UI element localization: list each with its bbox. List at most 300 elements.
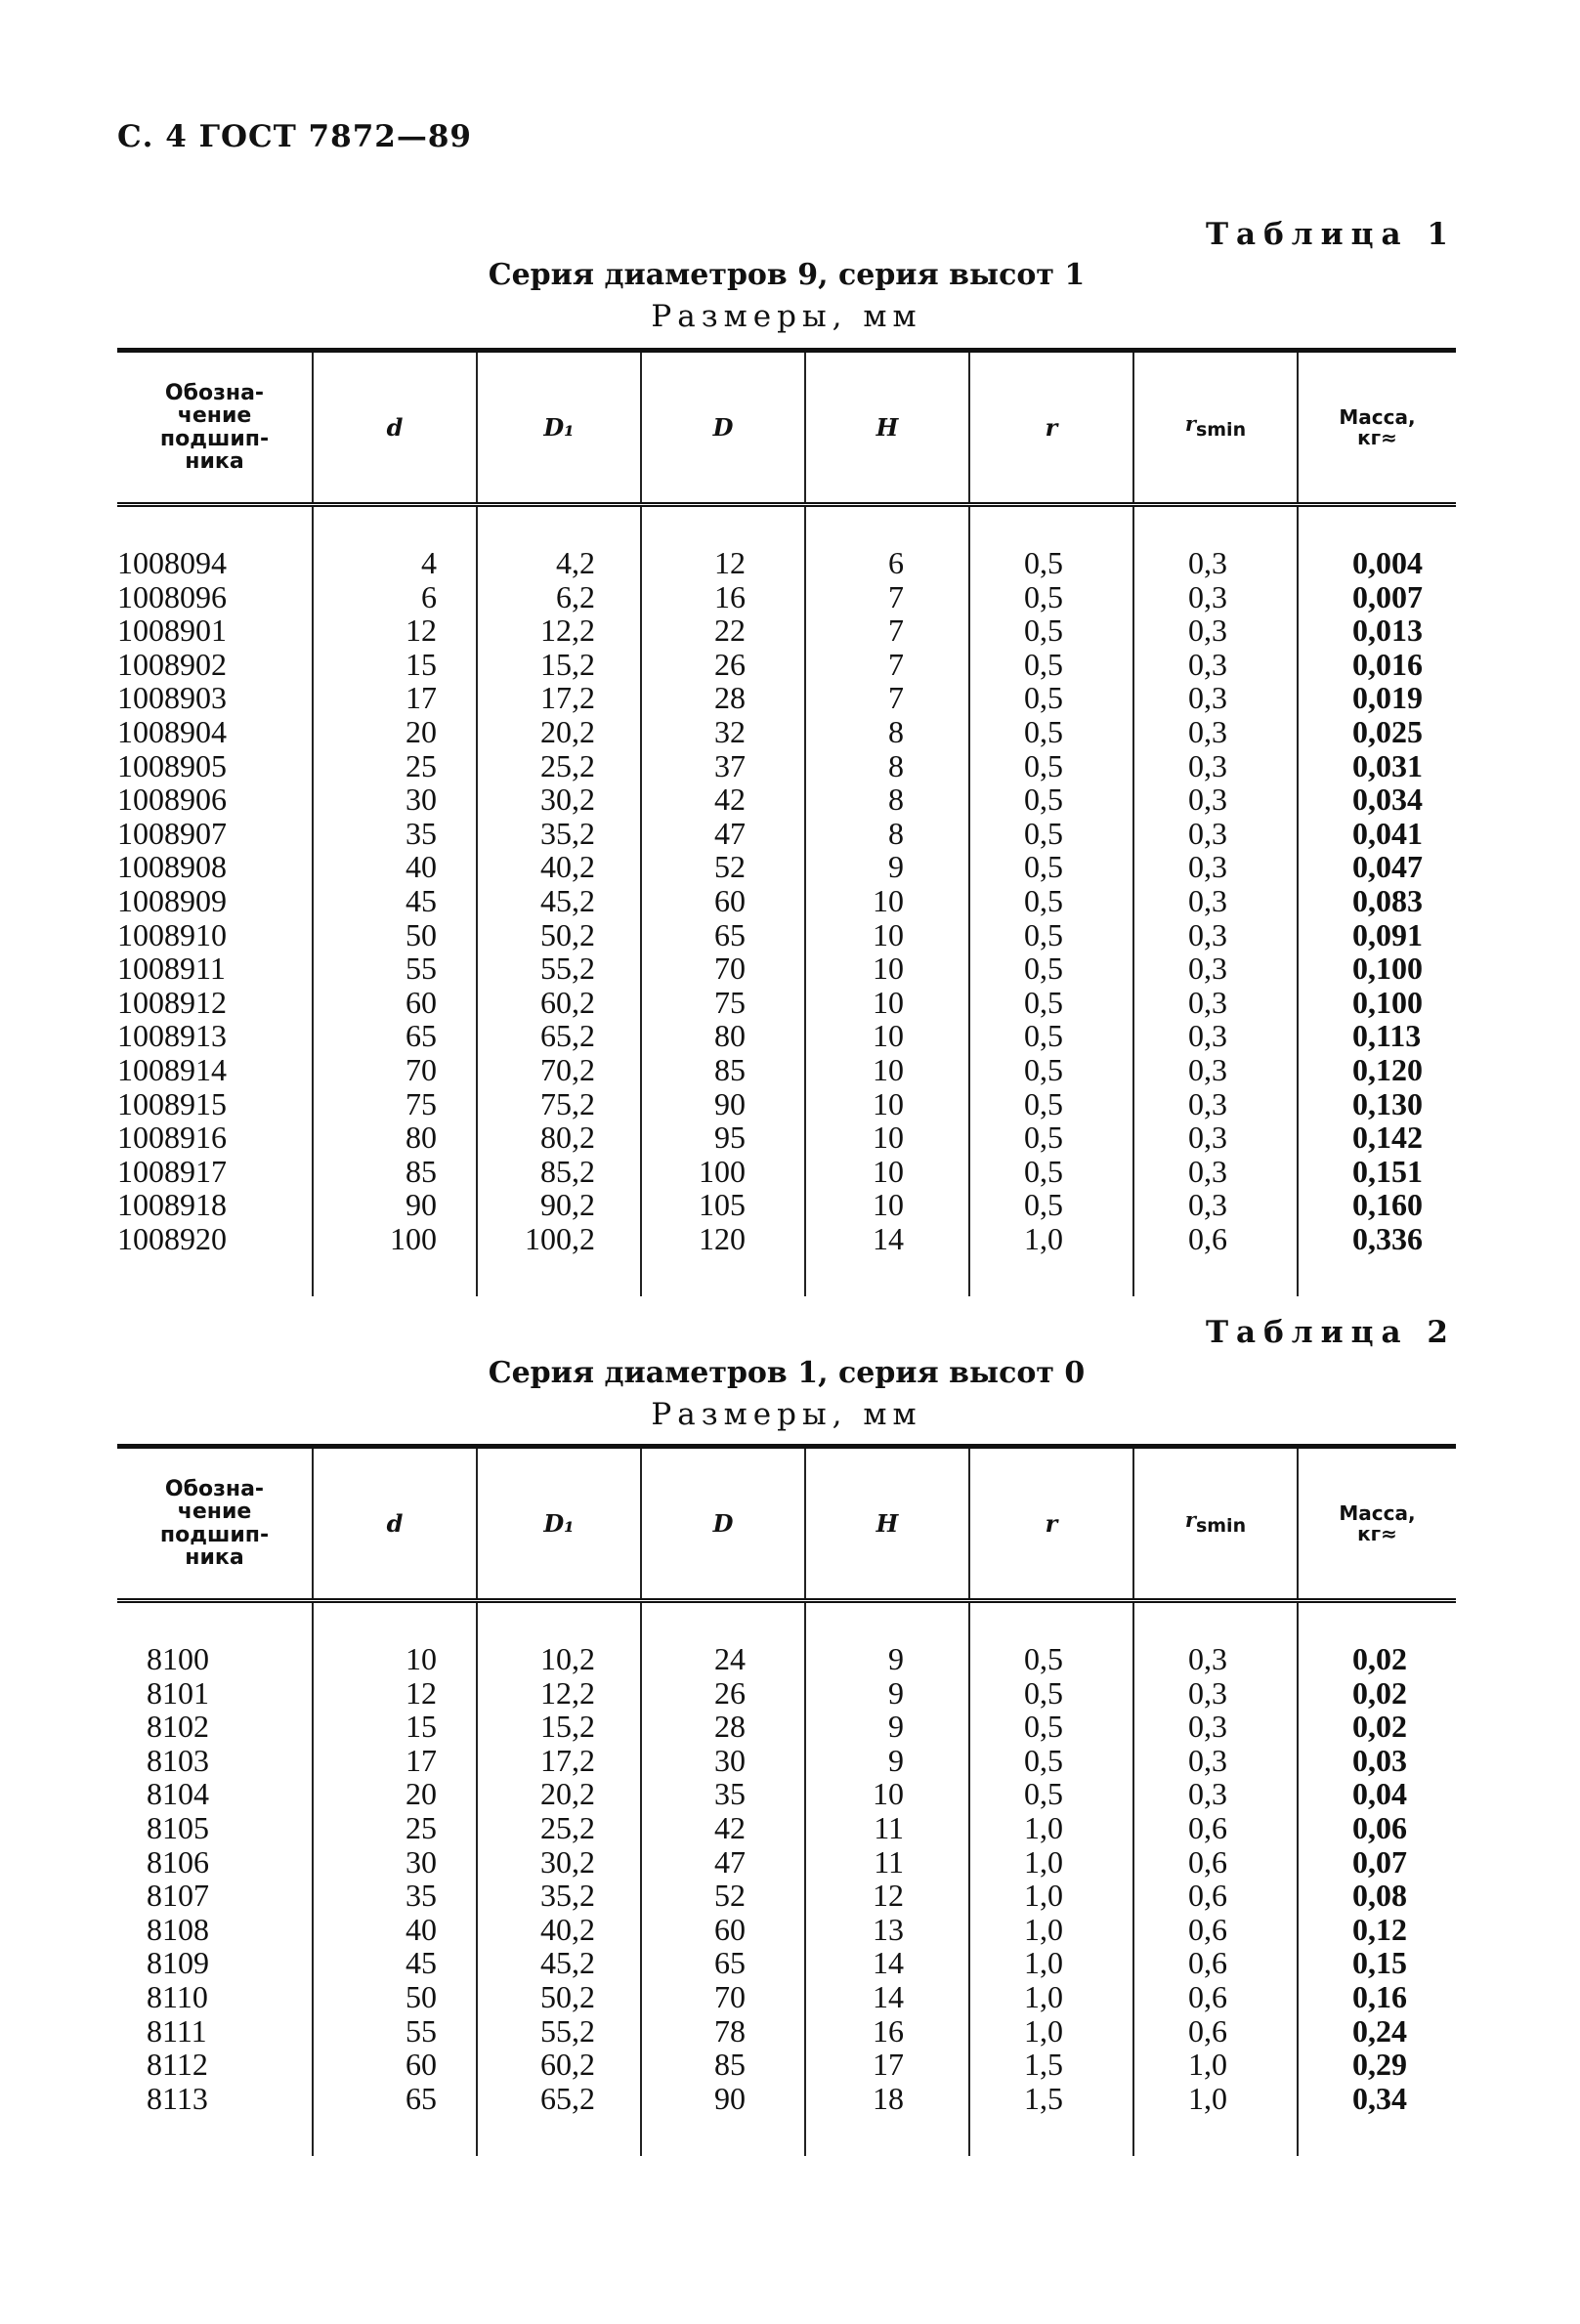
mass-cell: 0,160 <box>1298 1188 1456 1222</box>
r-cell: 0,5 <box>969 1744 1133 1778</box>
designation-cell: 1008906 <box>117 782 227 818</box>
rsmin-cell: 0,3 <box>1133 1120 1298 1155</box>
table-row <box>117 782 1456 817</box>
mass-cell: 0,16 <box>1298 1980 1456 2014</box>
d1-cell: 12,2 <box>477 613 641 648</box>
D-cell: 16 <box>641 580 805 614</box>
col-H-header: H <box>805 1447 969 1601</box>
H-cell: 10 <box>805 1188 969 1222</box>
designation-cell: 1008094 <box>117 545 227 580</box>
page-header: С. 4 ГОСТ 7872—89 <box>117 119 472 154</box>
designation-cell: 1008908 <box>117 849 227 885</box>
mass-cell: 0,02 <box>1298 1710 1456 1744</box>
D-cell: 35 <box>641 1777 805 1811</box>
r-cell: 1,0 <box>969 1879 1133 1913</box>
mass-cell: 0,004 <box>1298 546 1456 580</box>
table-row <box>117 817 1456 851</box>
col-mass-header <box>1298 351 1456 505</box>
spacer-cell <box>641 1601 805 1643</box>
mass-cell: 0,08 <box>1298 1879 1456 1913</box>
rsmin-cell: 0,3 <box>1133 1744 1298 1778</box>
d-cell: 10 <box>313 1642 477 1676</box>
H-cell: 10 <box>805 918 969 952</box>
d1-cell: 35,2 <box>477 1879 641 1913</box>
H-cell: 14 <box>805 1980 969 2014</box>
table-1-label: Таблица 1 <box>1205 217 1456 252</box>
d1-cell: 35,2 <box>477 817 641 851</box>
d-cell: 25 <box>313 749 477 783</box>
d1-cell: 50,2 <box>477 1980 641 2014</box>
r-cell: 1,0 <box>969 1222 1133 1256</box>
d-cell: 17 <box>313 681 477 715</box>
r-cell: 0,5 <box>969 546 1133 580</box>
mass-line-2: кг≈ <box>1357 425 1397 449</box>
designation-cell: 1008920 <box>117 1220 227 1256</box>
rsmin-sub: smin <box>1195 419 1247 442</box>
col-designation-line: чение <box>177 1500 252 1525</box>
d-cell: 60 <box>313 986 477 1020</box>
H-cell: 12 <box>805 1879 969 1913</box>
table-row <box>117 1155 1456 1189</box>
H-cell: 9 <box>805 1710 969 1744</box>
table-2 <box>117 1444 1456 2156</box>
D-cell: 60 <box>641 884 805 918</box>
d1-cell: 12,2 <box>477 1676 641 1711</box>
H-cell: 10 <box>805 1155 969 1189</box>
rsmin-cell: 0,3 <box>1133 1019 1298 1053</box>
designation-cell: 1008909 <box>117 882 227 918</box>
d1-cell: 85,2 <box>477 1155 641 1189</box>
mass-cell: 0,100 <box>1298 951 1456 986</box>
H-cell: 9 <box>805 850 969 884</box>
d-cell: 90 <box>313 1188 477 1222</box>
table-row <box>117 884 1456 918</box>
D-cell: 47 <box>641 1845 805 1880</box>
D-cell: 52 <box>641 1879 805 1913</box>
d1-cell: 40,2 <box>477 850 641 884</box>
r-cell: 0,5 <box>969 817 1133 851</box>
col-designation-line: Обозна- <box>164 1477 265 1502</box>
d1-cell: 50,2 <box>477 918 641 952</box>
H-cell: 18 <box>805 2082 969 2116</box>
table-1 <box>117 348 1456 1296</box>
d1-cell: 30,2 <box>477 1845 641 1880</box>
table-2-series-title: Серия диаметров 1, серия высот 0 <box>488 1356 1086 1390</box>
table-1-dimensions-note: Размеры, мм <box>651 299 922 334</box>
d-cell: 80 <box>313 1120 477 1155</box>
D-cell: 80 <box>641 1019 805 1053</box>
mass-cell: 0,03 <box>1298 1744 1456 1778</box>
D-cell: 70 <box>641 951 805 986</box>
D-cell: 42 <box>641 1811 805 1845</box>
mass-cell: 0,025 <box>1298 715 1456 749</box>
r-cell: 0,5 <box>969 1710 1133 1744</box>
rsmin-cell: 0,6 <box>1133 1222 1298 1256</box>
mass-cell: 0,336 <box>1298 1222 1456 1256</box>
d1-cell: 55,2 <box>477 2014 641 2049</box>
D-cell: 65 <box>641 918 805 952</box>
rsmin-cell: 0,3 <box>1133 546 1298 580</box>
col-r-header: r <box>969 351 1133 505</box>
tail-cell <box>1133 1255 1298 1296</box>
H-cell: 7 <box>805 648 969 682</box>
tail-cell <box>1298 2115 1456 2156</box>
mass-cell: 0,100 <box>1298 986 1456 1020</box>
d1-cell: 15,2 <box>477 648 641 682</box>
tail-cell <box>1298 1255 1456 1296</box>
tail-row <box>117 2115 1456 2156</box>
rsmin-cell: 0,3 <box>1133 681 1298 715</box>
D-cell: 90 <box>641 1087 805 1121</box>
spacer-cell <box>313 1601 477 1643</box>
H-cell: 8 <box>805 782 969 817</box>
d-cell: 15 <box>313 648 477 682</box>
designation-cell: 1008910 <box>117 916 227 952</box>
rsmin-cell: 0,3 <box>1133 1155 1298 1189</box>
table-row <box>117 2082 1456 2116</box>
col-D-header: D <box>641 351 805 505</box>
d1-cell: 45,2 <box>477 884 641 918</box>
rsmin-cell: 0,3 <box>1133 1053 1298 1087</box>
table-row <box>117 1053 1456 1087</box>
mass-cell: 0,02 <box>1298 1676 1456 1711</box>
spacer-cell <box>477 1601 641 1643</box>
D-cell: 12 <box>641 546 805 580</box>
table-row <box>117 1845 1456 1880</box>
col-designation-line: Обозна- <box>164 381 265 406</box>
spacer-cell <box>477 505 641 547</box>
r-cell: 0,5 <box>969 951 1133 986</box>
r-cell: 0,5 <box>969 1053 1133 1087</box>
mass-line-1: Масса, <box>1339 404 1416 429</box>
mass-cell: 0,120 <box>1298 1053 1456 1087</box>
designation-cell: 8102 <box>147 1709 209 1745</box>
designation-cell: 1008905 <box>117 747 227 783</box>
D-cell: 75 <box>641 986 805 1020</box>
rsmin-cell: 0,6 <box>1133 1980 1298 2014</box>
d1-cell: 55,2 <box>477 951 641 986</box>
d-cell: 55 <box>313 951 477 986</box>
mass-cell: 0,07 <box>1298 1845 1456 1880</box>
d-cell: 25 <box>313 1811 477 1845</box>
d1-cell: 20,2 <box>477 715 641 749</box>
col-designation-line: подшип- <box>159 426 270 451</box>
r-cell: 0,5 <box>969 681 1133 715</box>
rsmin-cell: 0,3 <box>1133 1642 1298 1676</box>
designation-cell: 8100 <box>147 1641 209 1676</box>
col-designation-header <box>117 351 313 505</box>
r-cell: 0,5 <box>969 613 1133 648</box>
d1-cell: 75,2 <box>477 1087 641 1121</box>
D-cell: 120 <box>641 1222 805 1256</box>
col-designation-line: ника <box>185 1544 244 1570</box>
designation-cell: 1008914 <box>117 1051 227 1087</box>
r-cell: 0,5 <box>969 1019 1133 1053</box>
d-cell: 85 <box>313 1155 477 1189</box>
r-cell: 0,5 <box>969 918 1133 952</box>
designation-cell: 1008912 <box>117 984 227 1020</box>
d1-cell: 60,2 <box>477 986 641 1020</box>
spacer-cell <box>641 505 805 547</box>
r-cell: 1,0 <box>969 1913 1133 1947</box>
rsmin-cell: 0,3 <box>1133 613 1298 648</box>
designation-cell: 1008901 <box>117 613 227 649</box>
r-cell: 1,5 <box>969 2082 1133 2116</box>
H-cell: 9 <box>805 1744 969 1778</box>
H-cell: 8 <box>805 749 969 783</box>
table-row <box>117 1710 1456 1744</box>
designation-cell: 1008911 <box>117 951 226 987</box>
r-cell: 0,5 <box>969 1087 1133 1121</box>
d1-cell: 100,2 <box>477 1222 641 1256</box>
mass-cell: 0,04 <box>1298 1777 1456 1811</box>
spacer-cell <box>1133 505 1298 547</box>
d-cell: 50 <box>313 1980 477 2014</box>
table-row <box>117 986 1456 1020</box>
col-mass-header <box>1298 1447 1456 1601</box>
H-cell: 11 <box>805 1845 969 1880</box>
d-cell: 50 <box>313 918 477 952</box>
d-cell: 20 <box>313 1777 477 1811</box>
d-cell: 30 <box>313 1845 477 1880</box>
designation-cell: 1008904 <box>117 713 227 749</box>
spacer-row <box>117 505 1456 547</box>
r-cell: 0,5 <box>969 850 1133 884</box>
mass-line-2: кг≈ <box>1357 1521 1397 1545</box>
col-d1-header: D₁ <box>477 351 641 505</box>
designation-cell: 1008903 <box>117 680 227 716</box>
H-cell: 11 <box>805 1811 969 1845</box>
rsmin-cell: 0,3 <box>1133 986 1298 1020</box>
d1-cell: 65,2 <box>477 1019 641 1053</box>
r-cell: 1,0 <box>969 1811 1133 1845</box>
spacer-cell <box>117 1601 313 1643</box>
mass-cell: 0,34 <box>1298 2082 1456 2116</box>
r-cell: 0,5 <box>969 1642 1133 1676</box>
designation-cell: 8108 <box>147 1911 209 1947</box>
H-cell: 9 <box>805 1642 969 1676</box>
D-cell: 30 <box>641 1744 805 1778</box>
rsmin-cell: 0,3 <box>1133 817 1298 851</box>
mass-cell: 0,130 <box>1298 1087 1456 1121</box>
d-cell: 20 <box>313 715 477 749</box>
designation-cell: 8113 <box>147 2080 208 2116</box>
table-row <box>117 1980 1456 2014</box>
d-cell: 100 <box>313 1222 477 1256</box>
col-d1-header: D₁ <box>477 1447 641 1601</box>
D-cell: 100 <box>641 1155 805 1189</box>
col-D-header: D <box>641 1447 805 1601</box>
H-cell: 10 <box>805 1120 969 1155</box>
rsmin-cell: 0,3 <box>1133 951 1298 986</box>
tail-cell <box>805 2115 969 2156</box>
table-row <box>117 2048 1456 2082</box>
r-cell: 0,5 <box>969 648 1133 682</box>
table-row <box>117 1811 1456 1845</box>
mass-cell: 0,013 <box>1298 613 1456 648</box>
D-cell: 95 <box>641 1120 805 1155</box>
spacer-cell <box>969 505 1133 547</box>
mass-cell: 0,12 <box>1298 1913 1456 1947</box>
d-cell: 65 <box>313 1019 477 1053</box>
r-cell: 1,0 <box>969 2014 1133 2049</box>
d1-cell: 6,2 <box>477 580 641 614</box>
rsmin-base: r <box>1184 411 1196 437</box>
tail-row <box>117 1255 1456 1296</box>
rsmin-cell: 0,3 <box>1133 850 1298 884</box>
designation-cell: 1008096 <box>117 578 227 614</box>
col-d-header: d <box>313 1447 477 1601</box>
r-cell: 0,5 <box>969 580 1133 614</box>
designation-cell: 1008915 <box>117 1085 227 1121</box>
spacer-cell <box>805 1601 969 1643</box>
D-cell: 42 <box>641 782 805 817</box>
mass-cell: 0,24 <box>1298 2014 1456 2049</box>
designation-cell: 8110 <box>147 1978 208 2014</box>
rsmin-cell: 0,6 <box>1133 1845 1298 1880</box>
d-cell: 70 <box>313 1053 477 1087</box>
rsmin-cell: 0,3 <box>1133 648 1298 682</box>
D-cell: 47 <box>641 817 805 851</box>
rsmin-cell: 1,0 <box>1133 2082 1298 2116</box>
rsmin-cell: 0,3 <box>1133 1777 1298 1811</box>
table-row <box>117 1879 1456 1913</box>
d-cell: 15 <box>313 1710 477 1744</box>
d1-cell: 20,2 <box>477 1777 641 1811</box>
tail-cell <box>805 1255 969 1296</box>
mass-cell: 0,083 <box>1298 884 1456 918</box>
r-cell: 0,5 <box>969 986 1133 1020</box>
col-designation-line: чение <box>177 403 252 429</box>
tail-cell <box>969 1255 1133 1296</box>
rsmin-cell: 0,3 <box>1133 918 1298 952</box>
table-1-body <box>117 505 1456 1297</box>
table-1-series-title: Серия диаметров 9, серия высот 1 <box>488 258 1086 292</box>
d-cell: 12 <box>313 613 477 648</box>
D-cell: 26 <box>641 648 805 682</box>
designation-cell: 8101 <box>147 1674 209 1711</box>
table-row <box>117 1676 1456 1711</box>
d-cell: 35 <box>313 1879 477 1913</box>
table-row <box>117 1744 1456 1778</box>
mass-cell: 0,29 <box>1298 2048 1456 2082</box>
mass-line-1: Масса, <box>1339 1500 1416 1525</box>
mass-cell: 0,113 <box>1298 1019 1456 1053</box>
d-cell: 60 <box>313 2048 477 2082</box>
r-cell: 0,5 <box>969 749 1133 783</box>
col-designation-line: ника <box>185 448 244 474</box>
D-cell: 85 <box>641 2048 805 2082</box>
spacer-cell <box>1133 1601 1298 1643</box>
table-row <box>117 1777 1456 1811</box>
table-2-label: Таблица 2 <box>1205 1315 1456 1350</box>
D-cell: 85 <box>641 1053 805 1087</box>
H-cell: 10 <box>805 1777 969 1811</box>
mass-cell: 0,041 <box>1298 817 1456 851</box>
mass-cell: 0,06 <box>1298 1811 1456 1845</box>
rsmin-base: r <box>1184 1507 1196 1533</box>
mass-cell: 0,019 <box>1298 681 1456 715</box>
r-cell: 1,5 <box>969 2048 1133 2082</box>
tail-cell <box>117 1255 313 1296</box>
tail-cell <box>477 1255 641 1296</box>
d-cell: 6 <box>313 580 477 614</box>
mass-cell: 0,02 <box>1298 1642 1456 1676</box>
r-cell: 0,5 <box>969 1120 1133 1155</box>
H-cell: 17 <box>805 2048 969 2082</box>
table-row <box>117 1946 1456 1980</box>
d1-cell: 70,2 <box>477 1053 641 1087</box>
mass-cell: 0,007 <box>1298 580 1456 614</box>
col-r-header: r <box>969 1447 1133 1601</box>
designation-cell: 8103 <box>147 1742 209 1778</box>
H-cell: 14 <box>805 1222 969 1256</box>
table-row <box>117 1913 1456 1947</box>
mass-cell: 0,034 <box>1298 782 1456 817</box>
tail-cell <box>313 2115 477 2156</box>
mass-cell: 0,031 <box>1298 749 1456 783</box>
mass-cell: 0,142 <box>1298 1120 1456 1155</box>
rsmin-cell: 0,3 <box>1133 884 1298 918</box>
rsmin-cell: 0,6 <box>1133 1879 1298 1913</box>
H-cell: 8 <box>805 715 969 749</box>
d-cell: 40 <box>313 1913 477 1947</box>
designation-cell: 1008913 <box>117 1018 227 1054</box>
d1-cell: 65,2 <box>477 2082 641 2116</box>
designation-cell: 8104 <box>147 1776 209 1812</box>
table-row <box>117 1120 1456 1155</box>
rsmin-cell: 0,6 <box>1133 1913 1298 1947</box>
d1-cell: 25,2 <box>477 1811 641 1845</box>
mass-cell: 0,047 <box>1298 850 1456 884</box>
r-cell: 0,5 <box>969 884 1133 918</box>
d1-cell: 10,2 <box>477 1642 641 1676</box>
D-cell: 26 <box>641 1676 805 1711</box>
d1-cell: 15,2 <box>477 1710 641 1744</box>
H-cell: 10 <box>805 1019 969 1053</box>
designation-cell: 1008918 <box>117 1187 227 1223</box>
designation-cell: 8109 <box>147 1945 209 1981</box>
D-cell: 70 <box>641 1980 805 2014</box>
spacer-cell <box>313 505 477 547</box>
table-2-header-row <box>117 1447 1456 1601</box>
D-cell: 105 <box>641 1188 805 1222</box>
r-cell: 0,5 <box>969 1188 1133 1222</box>
designation-cell: 8105 <box>147 1809 209 1845</box>
spacer-cell <box>1298 505 1456 547</box>
spacer-row <box>117 1601 1456 1643</box>
spacer-cell <box>117 505 313 547</box>
D-cell: 78 <box>641 2014 805 2049</box>
H-cell: 7 <box>805 681 969 715</box>
D-cell: 37 <box>641 749 805 783</box>
tail-cell <box>1133 2115 1298 2156</box>
r-cell: 1,0 <box>969 1845 1133 1880</box>
D-cell: 60 <box>641 1913 805 1947</box>
H-cell: 10 <box>805 986 969 1020</box>
col-H-header: H <box>805 351 969 505</box>
table-row <box>117 613 1456 648</box>
rsmin-cell: 0,3 <box>1133 1087 1298 1121</box>
designation-cell: 8112 <box>147 2047 208 2083</box>
table-row <box>117 715 1456 749</box>
tail-cell <box>117 2115 313 2156</box>
d1-cell: 90,2 <box>477 1188 641 1222</box>
designation-cell: 1008902 <box>117 646 227 682</box>
rsmin-cell: 0,3 <box>1133 580 1298 614</box>
H-cell: 13 <box>805 1913 969 1947</box>
H-cell: 10 <box>805 1053 969 1087</box>
